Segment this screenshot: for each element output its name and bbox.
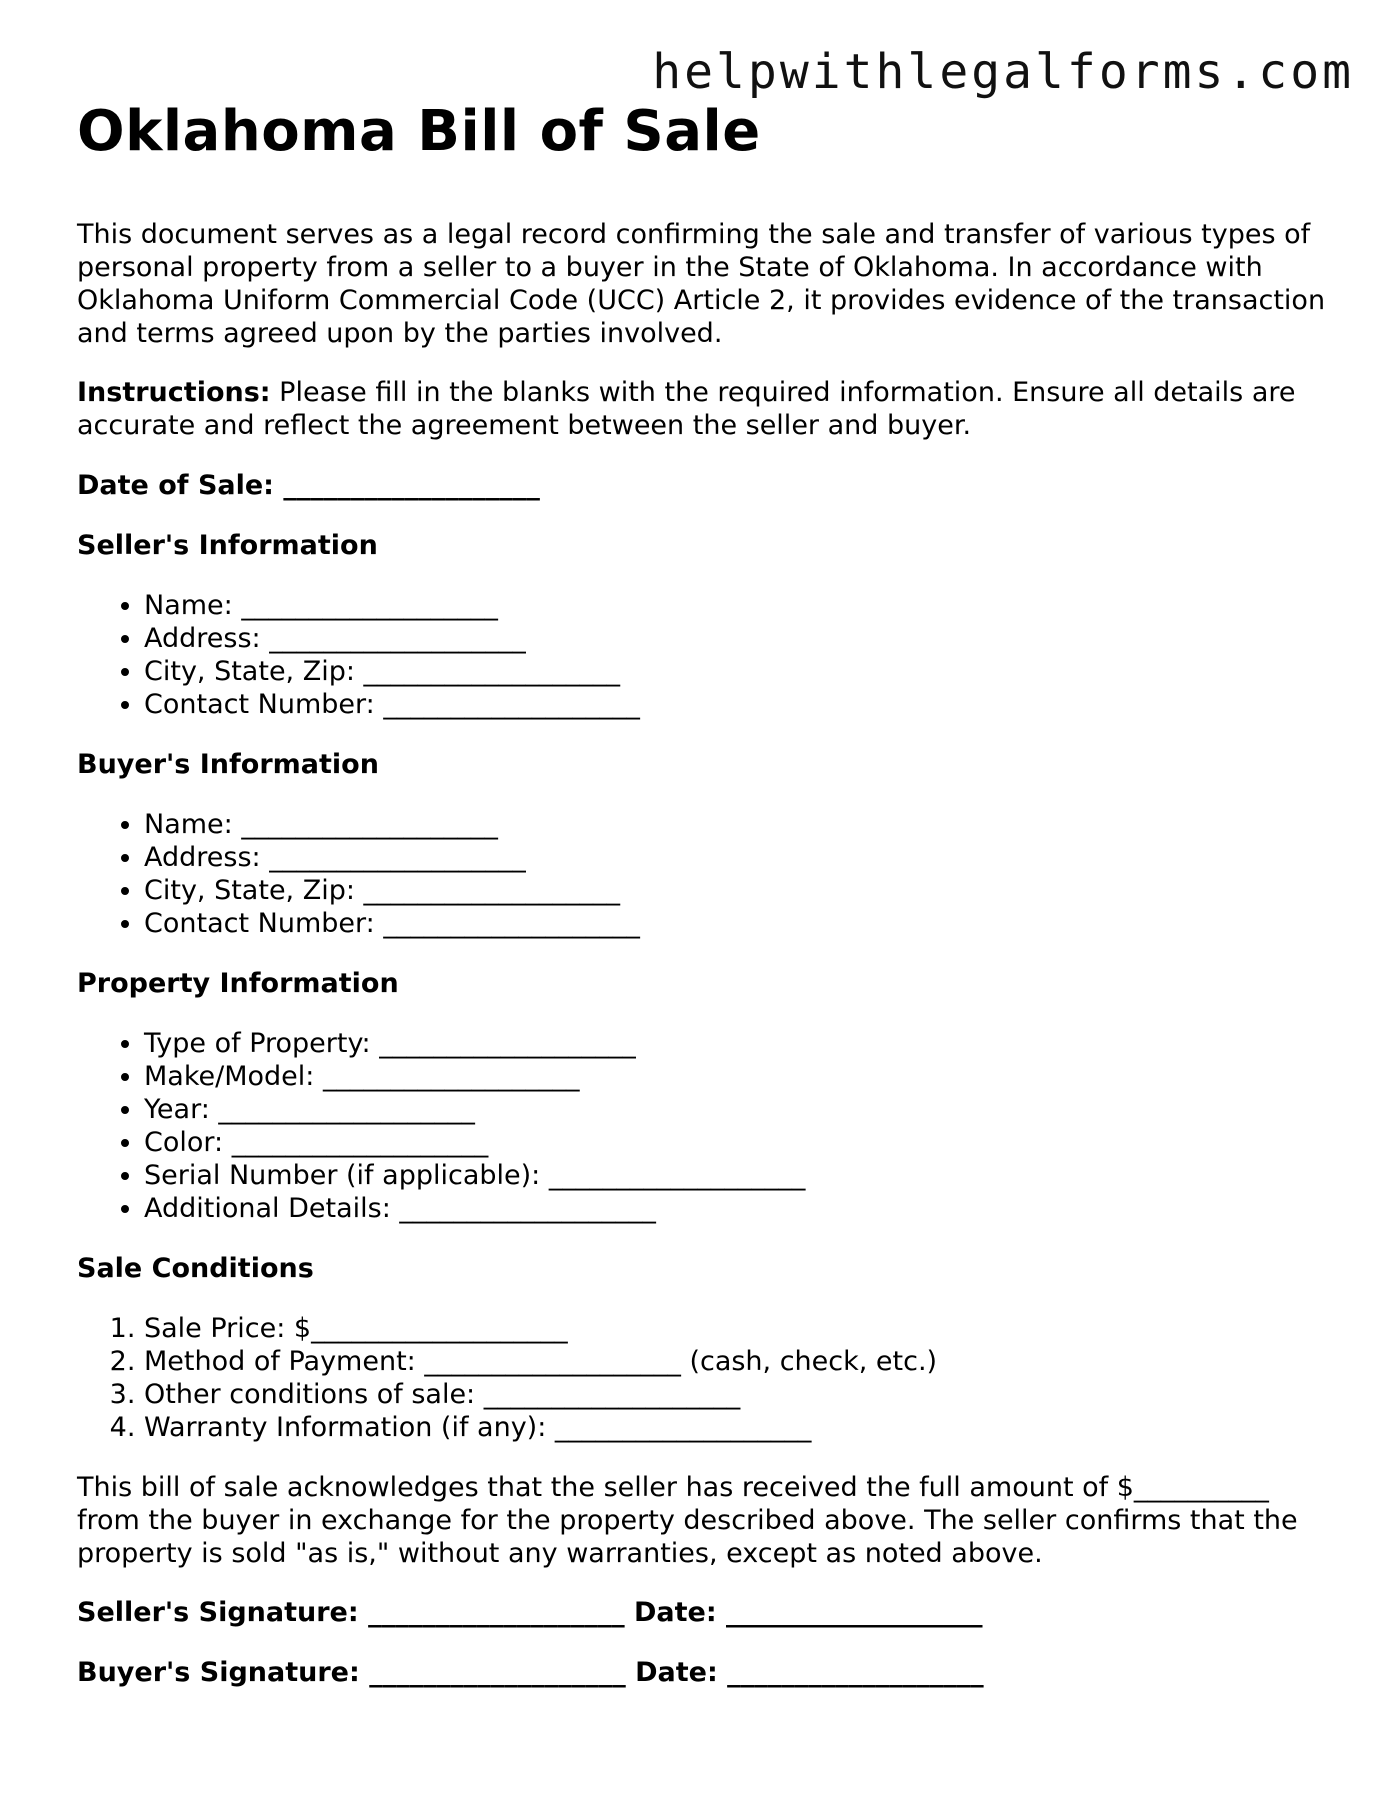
payment-method-label: Method of Payment: xyxy=(144,1346,416,1377)
property-type-label: Type of Property: xyxy=(144,1028,371,1059)
buyer-signature-blank[interactable]: ___________________ xyxy=(369,1657,626,1688)
other-conditions-blank[interactable]: ___________________ xyxy=(483,1379,741,1410)
list-item xyxy=(144,655,1327,688)
buyer-date-label: Date: xyxy=(635,1657,718,1688)
list-item xyxy=(144,1060,1327,1093)
seller-signature-line xyxy=(77,1596,1327,1629)
list-item xyxy=(144,874,1327,907)
list-item xyxy=(144,1411,1327,1444)
buyer-address-label: Address: xyxy=(144,842,261,873)
list-item xyxy=(144,589,1327,622)
instructions-label: Instructions: xyxy=(77,377,271,408)
property-color-label: Color: xyxy=(144,1127,224,1158)
payment-method-hint: (cash, check, etc.) xyxy=(680,1346,938,1377)
intro-paragraph: This document serves as a legal record confirming the sale and transfer of various types of personal property from a seller to a buyer in the State of Oklahoma. In accordance with Oklahoma Uniform Commercial Code (UCC) Article 2, it provides evidence of the transaction and terms agreed upon by the parties involved. xyxy=(77,219,1326,349)
conditions-section-heading: Sale Conditions xyxy=(77,1253,314,1284)
property-serial-number-blank[interactable]: ___________________ xyxy=(548,1160,806,1191)
property-type-blank[interactable]: ___________________ xyxy=(379,1028,636,1059)
buyer-address-blank[interactable]: ___________________ xyxy=(269,842,526,873)
seller-name-label: Name: xyxy=(144,590,233,621)
date-of-sale-blank[interactable]: ___________________ xyxy=(283,470,540,501)
list-item xyxy=(144,907,1327,940)
list-item xyxy=(144,622,1327,655)
list-item xyxy=(144,1093,1327,1126)
date-of-sale-label: Date of Sale: xyxy=(77,470,274,501)
buyer-date-blank[interactable]: ___________________ xyxy=(727,1657,984,1688)
sale-price-label: Sale Price: $ xyxy=(144,1313,312,1344)
seller-info-list xyxy=(77,589,1327,721)
list-item xyxy=(144,1027,1327,1060)
buyer-city-state-zip-label: City, State, Zip: xyxy=(144,875,355,906)
list-item xyxy=(144,1345,1327,1378)
property-year-blank[interactable]: ___________________ xyxy=(218,1094,475,1125)
buyer-city-state-zip-blank[interactable]: ___________________ xyxy=(363,875,621,906)
buyer-signature-line xyxy=(77,1656,1327,1689)
list-item xyxy=(144,808,1327,841)
list-item xyxy=(144,1312,1327,1345)
seller-date-blank[interactable]: ___________________ xyxy=(726,1597,983,1628)
warranty-info-blank[interactable]: ___________________ xyxy=(554,1412,812,1443)
seller-name-blank[interactable]: ___________________ xyxy=(241,590,498,621)
property-color-blank[interactable]: ___________________ xyxy=(231,1127,489,1158)
list-item xyxy=(144,688,1327,721)
buyer-contact-number-blank[interactable]: ___________________ xyxy=(383,908,640,939)
property-make-model-label: Make/Model: xyxy=(144,1061,315,1092)
other-conditions-label: Other conditions of sale: xyxy=(144,1379,476,1410)
seller-city-state-zip-label: City, State, Zip: xyxy=(144,656,355,687)
seller-signature-blank[interactable]: ___________________ xyxy=(368,1597,625,1628)
instructions-text: Please fill in the blanks with the required information. Ensure all details are accurate and reflect the agreement between the seller and buyer. xyxy=(77,377,1296,441)
buyer-section-heading: Buyer's Information xyxy=(77,749,379,780)
document-title: Oklahoma Bill of Sale xyxy=(77,99,761,164)
buyer-name-blank[interactable]: ___________________ xyxy=(241,809,498,840)
seller-section-heading: Seller's Information xyxy=(77,530,378,561)
site-watermark: helpwithlegalforms.com xyxy=(652,44,1354,100)
property-section-heading: Property Information xyxy=(77,968,399,999)
payment-method-blank[interactable]: ___________________ xyxy=(424,1346,681,1377)
seller-contact-number-label: Contact Number: xyxy=(144,689,375,720)
seller-address-blank[interactable]: ___________________ xyxy=(269,623,526,654)
seller-address-label: Address: xyxy=(144,623,261,654)
property-year-label: Year: xyxy=(144,1094,210,1125)
property-additional-details-blank[interactable]: ___________________ xyxy=(399,1193,656,1224)
property-info-list xyxy=(77,1027,1327,1225)
sale-conditions-list xyxy=(77,1312,1327,1444)
buyer-signature-label: Buyer's Signature: xyxy=(77,1657,360,1688)
property-additional-details-label: Additional Details: xyxy=(144,1193,391,1224)
list-item xyxy=(144,1378,1327,1411)
seller-contact-number-blank[interactable]: ___________________ xyxy=(383,689,640,720)
property-serial-number-label: Serial Number (if applicable): xyxy=(144,1160,541,1191)
sale-price-blank[interactable]: ___________________ xyxy=(311,1313,568,1344)
instructions-paragraph xyxy=(77,376,1327,442)
list-item xyxy=(144,1126,1327,1159)
buyer-name-label: Name: xyxy=(144,809,233,840)
warranty-info-label: Warranty Information (if any): xyxy=(144,1412,547,1443)
list-item xyxy=(144,1159,1327,1192)
date-of-sale-field xyxy=(77,469,1327,502)
acknowledgement-paragraph: This bill of sale acknowledges that the seller has received the full amount of $__________ from the buyer in exchange for the property described above. The seller confirms that the property is sold "as is," without any warranties, except as noted above. xyxy=(77,1472,1298,1569)
list-item xyxy=(144,1192,1327,1225)
seller-date-label: Date: xyxy=(633,1597,717,1628)
seller-city-state-zip-blank[interactable]: ___________________ xyxy=(363,656,621,687)
property-make-model-blank[interactable]: ___________________ xyxy=(322,1061,580,1092)
buyer-contact-number-label: Contact Number: xyxy=(144,908,375,939)
document-body xyxy=(77,96,1327,1689)
buyer-info-list xyxy=(77,808,1327,940)
seller-signature-label: Seller's Signature: xyxy=(77,1597,359,1628)
list-item xyxy=(144,841,1327,874)
